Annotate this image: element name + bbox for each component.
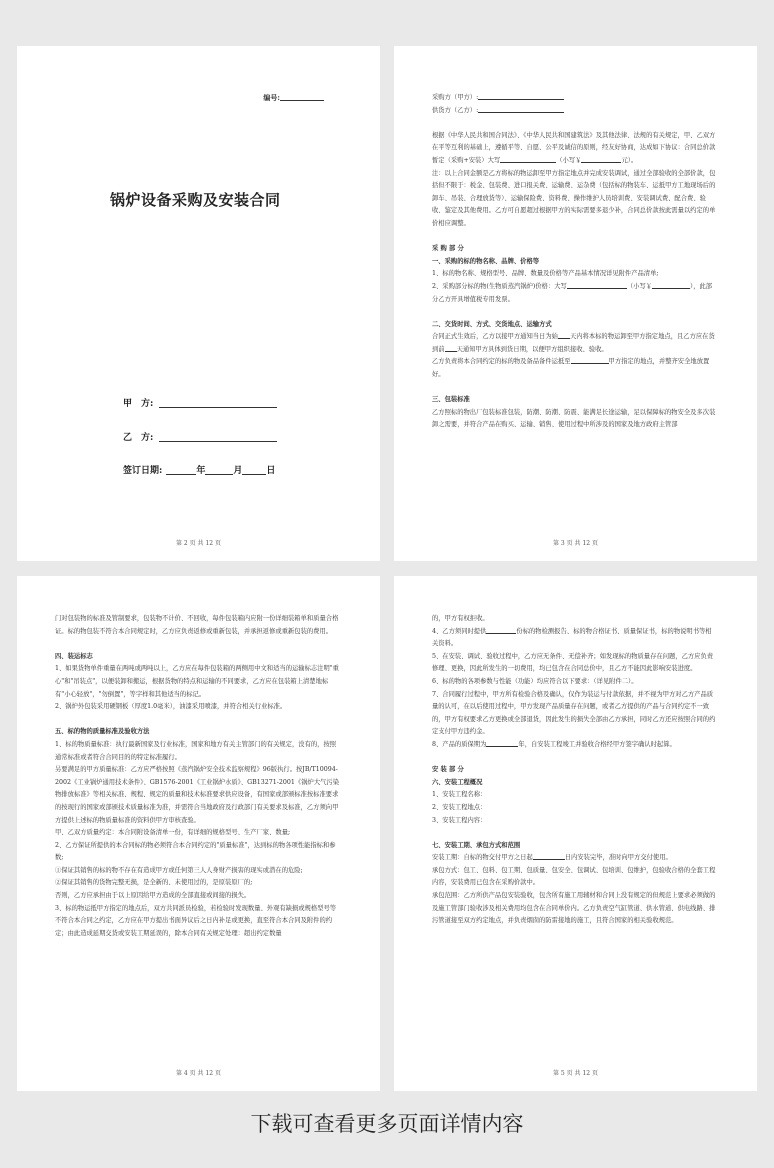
- serial-number-field: [263, 93, 324, 103]
- clause-text: 6、标的物的各项参数与性能（功能）均应符合以下要求：（详见附件二）。: [432, 677, 638, 685]
- clause-text: [432, 626, 717, 651]
- clause-text: 承包范围：乙方所供产品包安装验收，包含所有施工用辅材和合同上没有规定的但规范上要求必须做的及施工管部门验收涉及相关费用均包含在合同单价内。乙方负责空气缸管道、供水管道、供电线路、排污管道接至双方约定地点，并负责烟囱的防雷接地的施工，且符合国家的相关验收规范。: [432, 892, 716, 925]
- docs-text: 4、乙方须同时提供: [432, 627, 487, 635]
- month-blank: [205, 466, 233, 475]
- clause-text: 1、安装工程名称：: [432, 791, 487, 799]
- clause-heading: 二、交货时间、方式、交货地点、运输方式: [432, 320, 552, 328]
- clause-text: 1、标的物质量标准：执行最新国家及行业标准，国家和地方有关主管部门的有关规定，没有的，按照通常标准或者符合合同目的的特定标准履行。: [55, 740, 337, 761]
- clause-text: 1、标的物名称、规格型号、品牌、数量及价格等产品基本情况详见附件产品清单;: [432, 270, 659, 278]
- docs-text: 份标的物检测报告、标的物合格证书、质量保证书，标的物说明书等相关资料。: [432, 627, 712, 648]
- sign-date-row: [123, 463, 275, 476]
- warranty-text: 8、产品的质保期为: [432, 740, 487, 748]
- clause-text: 乙方照标的物出厂包装标准包装，防潮、防潮、防震、能满足长途运输，足以保障标的物安全及多次装卸之需要，并符合产品在购买、运输、销售、使用过程中所涉及的国家及地方政府主管部: [432, 408, 716, 429]
- supplier-label: 供货方（乙方）:: [432, 106, 479, 114]
- clause-text: 另要满足的甲方质量标准：乙方应严格按照《蒸汽锅炉安全技术监察规程》96版执行。按JB/T10094-2002《工业锅炉通用技术条件》、GB1576-2001《工业锅炉水质》、GB13271-2001《锅炉大气污染物排放标准》等相关标准、规程、规定的质量和技术标准要求供应设备，有国家或部颁标准按标准要求的按现行的国家或部颁技术质量标准为准，并需符合当地政府及行政部门有关要求及标准，乙方须向甲方提供上述标的物质量标准的资料供甲方审核查验。: [55, 766, 340, 824]
- clause-heading: 七、安装工期、承包方式和范围: [432, 841, 521, 849]
- clause-heading: 四、装运标志: [55, 652, 93, 660]
- page-body: [55, 613, 340, 940]
- party-a-row: [123, 396, 277, 409]
- contract-page-5: [394, 576, 757, 1091]
- supplier-line: [432, 105, 717, 118]
- delivery-text: 甲方指定的地点，并整齐安全地放置好。: [432, 358, 710, 379]
- clause-text: [432, 356, 717, 381]
- page-body: [432, 613, 717, 928]
- clause-text: 否则，乙方应承担由于以上原因给甲方造成的全部直接或间接的损失。: [55, 892, 251, 900]
- page-footer: 第 5 页 共 12 页: [553, 1070, 598, 1077]
- warranty-text: 年，自安装工程竣工并验收合格经甲方签字确认时起算。: [518, 740, 676, 748]
- serial-blank: [280, 94, 324, 101]
- period-text: 安装工期：自标的物交付甲方之日起: [432, 854, 533, 862]
- clause-text: 甲、乙双方质量约定：本合同附设备清单一份，有详细的规格型号、生产厂家、数量;: [55, 829, 291, 837]
- clause-text: 3、安装工程内容：: [432, 816, 487, 824]
- clause-text: 7、合同履行过程中，甲方所有检验合格及确认，仅作为装运与付款依据，并不视为甲方对乙方产品质量的认可，在以后使用过程中，甲方发现产品质量存在问题，或者乙方提供的产品与合同约定不一致的，甲方有权要求乙方更换或全部退货，因此发生的损失全部由乙方承担，同时乙方还应按照合同的约定支付甲方违约金。: [432, 690, 716, 736]
- buyer-blank: [478, 93, 564, 100]
- delivery-text: 天内将本标的物运卸至甲方指定地点，且乙方应在货到前: [432, 333, 715, 353]
- contract-title: 锅炉设备采购及安装合同: [110, 191, 281, 209]
- days-blank: [558, 332, 570, 339]
- delivery-text: 合同正式生效后，乙方以接甲方通知当日为始: [432, 333, 558, 341]
- clause-heading: 一、采购的标的物名称、品牌、价格等: [432, 257, 540, 265]
- clause-text: ②保证其销售的货物完整无损，是全新的、未使用过的，是原装原厂的;: [55, 879, 253, 887]
- year-blank: [166, 466, 196, 475]
- clause-text: 门对包装物的标准及管制要求，包装物不计价、不回收，每件包装箱内应附一份详细装箱单和质量合格证。标的物包装不符合本合同规定时，乙方应负责返修或重新包装，并承担返修或重新包装的费用。: [55, 615, 339, 635]
- download-caption: 下载可查看更多页面详情内容: [250, 1112, 524, 1136]
- day-label: 日: [266, 466, 276, 476]
- page-footer: 第 3 页 共 12 页: [553, 540, 598, 547]
- price-label: 2、采购部分标的物(生物质蒸汽锅炉)价格：大写: [432, 282, 567, 290]
- price-blank: [567, 282, 627, 289]
- clause-text: 2、乙方保证所提供的本合同标的物必须符合本合同约定的"质量标准"，达到标的物各项性能指标和参数;: [55, 841, 336, 862]
- clause-text: 承包方式：包工、包料、包工期、包质量、包安全、包调试、包培训、包维护，包验收合格的全套工程内容，安装费用已包含在采购价款中。: [432, 866, 716, 887]
- clause-text: [432, 852, 717, 865]
- intro-paragraph: [432, 130, 717, 168]
- small-price-blank: [581, 156, 621, 163]
- total-price-blank: [500, 156, 556, 163]
- year-label: 年: [196, 466, 206, 476]
- delivery-text: 乙方负责将本合同约定的标的物及备品备件运抵至: [432, 358, 571, 366]
- page-footer: 第 4 页 共 12 页: [176, 1070, 221, 1077]
- clause-text: 3、标的物运抵甲方指定的地点后，双方共同派员检验，若检验时发现数量、外观有缺损或规格型号等不符合本合同之约定，乙方应在甲方提出书面异议后之日内补足或更换，直至符合本合同及附件的约定；由此造成延期交货或安装工期延误的，除本合同有关规定处理：超出约定数量: [55, 904, 337, 937]
- location-blank: [571, 357, 609, 364]
- party-b-row: [123, 430, 277, 443]
- copies-blank: [486, 627, 516, 634]
- intro-text: 根据《中华人民共和国合同法》、《中华人民共和国建筑法》及其他法律、法规的有关规定，甲、乙双方在平等互利的基础上，遵循平等、自愿、公平及诚信的原则，经友好协商，达成如下协议：合同总价款暂定（采购+安装）大写: [432, 131, 716, 164]
- party-a-blank: [159, 399, 277, 408]
- party-b-label: 乙 方:: [123, 433, 154, 443]
- clause-text: [432, 739, 717, 752]
- month-label: 月: [233, 466, 243, 476]
- clause-text: 2、锅炉外包装采用硬钢板（厚度1.0毫米），油漆采用喷漆，并符合相关行业标准。: [55, 703, 287, 711]
- party-a-label: 甲 方:: [123, 399, 154, 409]
- buyer-line: [432, 92, 717, 105]
- days-blank: [445, 345, 457, 352]
- period-text: 日内安装完毕，准时向甲方交付使用。: [564, 854, 672, 862]
- clause-heading: 五、标的物的质量标准及验收方法: [55, 728, 150, 736]
- warranty-blank: [486, 740, 518, 747]
- small-price-label: （小写￥: [556, 156, 582, 164]
- section-heading: 采 购 部 分: [432, 245, 464, 253]
- serial-label: 编号:: [263, 93, 280, 102]
- party-b-blank: [159, 433, 277, 442]
- clause-text: 2、安装工程地点：: [432, 803, 487, 811]
- section-heading: 安 装 部 分: [432, 766, 464, 774]
- day-blank: [242, 466, 266, 475]
- contract-cover-page: [17, 46, 380, 561]
- price-note: 注：以上合同金额是乙方将标的物运卸至甲方指定地点并完成安装调试，通过全部验收的全部价款，包括但不限于：税金、包装费、进口报关费、运输费、运杂费（包括标的物装车、运抵甲方工地现场后的卸车、吊装、合理放货等）、运输保险费、资料费、操作维护人员培训费、安装调试费、配合费、验收、鉴定及其他费用。乙方可自愿超过根据甲方的实际需要多退少补，合同总价款按此需量以约定的单价相应调整。: [432, 169, 716, 227]
- supplier-blank: [478, 106, 564, 113]
- clause-text: 的，甲方有权拒收。: [432, 615, 489, 622]
- clause-heading: 六、安装工程概况: [432, 778, 483, 786]
- page-footer: 第 2 页 共 12 页: [176, 540, 221, 547]
- delivery-text: 天通知甲方具体到货日期，以便甲方组织接收、验收。: [456, 345, 608, 353]
- small-price-label: （小写￥: [626, 282, 653, 290]
- yuan-label: 元）。: [621, 156, 638, 164]
- invoice-note: ），此部分乙方开具增值税专用发票。: [432, 282, 713, 303]
- clause-text: 5、在安装、调试、验收过程中，乙方应无条件、无偿补齐；如发现标的物质量存在问题，乙方应负责修理、更换，因此所发生的一切费用，均已包含在合同总价中，且乙方不能因此影响安装进度。: [432, 652, 714, 673]
- clause-text: [432, 331, 717, 356]
- clause-text: ①保证其销售的标的物不存在有造成甲方或任何第三人人身财产损害的现实或潜在的危险;: [55, 866, 303, 874]
- small-price-blank: [652, 282, 690, 289]
- page-body: [432, 92, 717, 432]
- buyer-label: 采购方（甲方）:: [432, 94, 479, 101]
- contract-page-4: [17, 576, 380, 1091]
- sign-date-label: 签订日期:: [123, 466, 163, 476]
- clause-heading: 三、包装标准: [432, 396, 470, 404]
- clause-text: [432, 281, 717, 306]
- days-blank: [533, 853, 565, 860]
- clause-text: 1、如果货物单件重量在两吨或两吨以上，乙方应在每件包装箱的两侧用中文和适当的运输标志注明"重心"和"吊装点"，以便装卸和搬运，根据货物的特点和运输的不同要求，乙方应在包装箱上清楚地标有"小心轻放"，"勿倒置"，等字样和其他适当的标记。: [55, 665, 339, 698]
- contract-page-3: [394, 46, 757, 561]
